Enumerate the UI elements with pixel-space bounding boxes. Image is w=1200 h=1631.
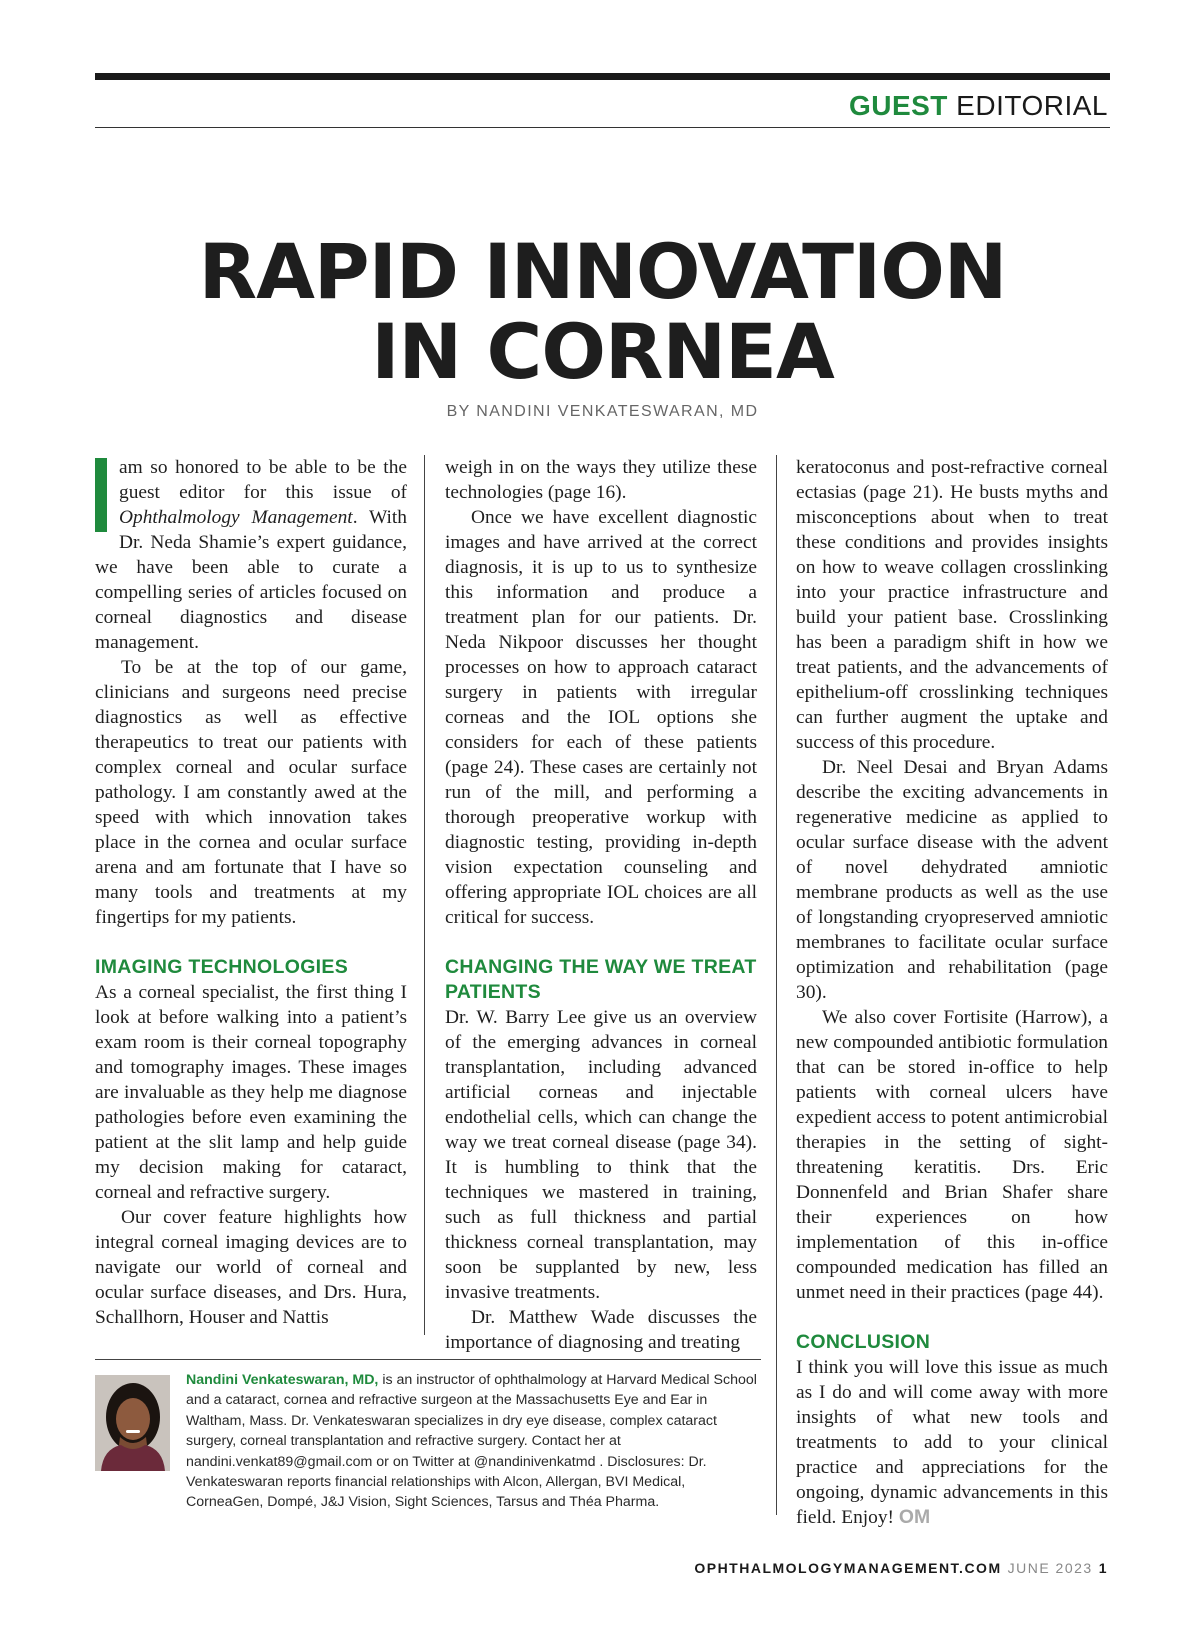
paragraph: weigh in on the ways they utilize these technologies (page 16).: [445, 457, 757, 503]
column-divider: [776, 455, 777, 1515]
paragraph: Once we have excellent diagnostic images and have arrived at the correct diagnosis, it is up to us to synthesize this information and produce a treatment plan for our patients. Dr. Neda Nikpoor discusses her thought processes on how to approach cataract surgery in patients with irregular corneas and the IOL options she considers for each of these patients (page 24). These cases are certainly not run of the mill, and performing a thorough preoperative workup with diagnostic testing, providing in-depth vision expectation counseling and offering appropriate IOL choices are all critical for success.: [445, 507, 757, 928]
footer-site: OPHTHALMOLOGYMANAGEMENT.COM: [694, 1560, 1002, 1576]
column-divider: [424, 455, 425, 1335]
column-1: [95, 455, 407, 1330]
subhead-imaging-technologies: IMAGING TECHNOLOGIES: [95, 956, 349, 978]
paragraph: Dr. Neel Desai and Bryan Adams describe the exciting advancements in regenerative medicine as applied to ocular surface disease with the advent of novel dehydrated amniotic membrane products as well as the use of longstanding cryopreserved amniotic membranes to facilitate ocular surface optimization and rehabilitation (page 30).: [796, 757, 1108, 1003]
subhead-changing-the-way: CHANGING THE WAY WE TREAT PATIENTS: [445, 956, 757, 1003]
byline: BY NANDINI VENKATESWARAN, MD: [446, 403, 759, 420]
title-line-2: IN CORNEA: [371, 307, 834, 396]
paragraph: To be at the top of our game, clinicians and surgeons need precise diagnostics as well as effective therapeutics to treat our patients with complex corneal and ocular surface pathology. I am constantly awed at the speed with which innovation takes place in the cornea and ocular surface arena and am fortunate that I have so many tools and treatments at my fingertips for my patients.: [95, 657, 407, 928]
page-footer: [694, 1560, 1108, 1576]
section-label-accent: GUEST: [848, 90, 948, 121]
column-3: [796, 455, 1108, 1530]
author-name: Nandini Venkateswaran, MD,: [186, 1372, 379, 1388]
author-photo: [95, 1375, 170, 1471]
paragraph-text: am so honored to be able to be the guest editor for this issue of: [119, 457, 407, 503]
paragraph: As a corneal specialist, the first thing I look at before walking into a patient’s exam room is their corneal topography and tomography images. These images are invaluable as they help me diagnose pathologies before even examining the patient at the slit lamp and help guide my decision making for cataract, corneal and refractive surgery.: [95, 982, 407, 1203]
top-rule: [95, 73, 1110, 80]
paragraph-text: . With Dr. Neda Shamie’s expert guidance, we have been able to curate a compelling series of articles focused on corneal diagnostics and disease management.: [95, 507, 407, 653]
drop-cap-bar: [95, 458, 107, 532]
paragraph-text: I think you will love this issue as much as I do and will come away with more insights of what new tools and treatments to add to your clinical practice and appreciations for the ongoing, dynamic advancements in this field. Enjoy!: [796, 1357, 1108, 1528]
author-portrait-image: [95, 1375, 170, 1471]
article-title: [95, 227, 1110, 396]
author-bio-text: is an instructor of ophthalmology at Harvard Medical School and a cataract, cornea and refractive surgeon at the Massachusetts Eye and Ear in Waltham, Mass. Dr. Venkateswaran specializes in dry eye disease, complex cataract surgery, corneal transplantation and refractive surgery. Contact her at nandini.venkat89@gmail.com or on Twitter at @nandinivenkatmd . Disclosures: Dr. Venkateswaran reports financial relationships with Alcon, Allergan, BVI Medical, CorneaGen, Dompé, J&J Vision, Sight Sciences, Tarsus and Théa Pharma.: [186, 1372, 757, 1511]
paragraph: We also cover Fortisite (Harrow), a new compounded antibiotic formulation that can be stored in-office to help patients with corneal ulcers have expedient access to potent antimicrobial therapies in the setting of sight-threatening keratitis. Drs. Eric Donnenfeld and Brian Shafer share their experiences on how implementation of this in-office compounded medication has filled an unmet need in their practices (page 44).: [796, 1007, 1108, 1303]
publication-name: Ophthalmology Management: [119, 507, 353, 528]
paragraph: Our cover feature highlights how integral corneal imaging devices are to navigate our world of corneal and ocular surface diseases, and Drs. Hura, Schallhorn, Houser and Nattis: [95, 1207, 407, 1328]
page-number: 1: [1098, 1560, 1108, 1576]
author-bio: [186, 1370, 761, 1513]
bio-rule: [95, 1359, 761, 1360]
section-label: [849, 90, 1108, 122]
section-label-rest: EDITORIAL: [947, 90, 1108, 121]
title-line-1: RAPID INNOVATION: [198, 227, 1007, 316]
paragraph: [95, 455, 407, 655]
paragraph: keratoconus and post-refractive corneal ectasias (page 21). He busts myths and misconceptions about when to treat these conditions and provides insights on how to weave collagen crosslinking into your practice infrastructure and build your patient base. Crosslinking has been a paradigm shift in how we treat patients, and the advancements of epithelium-off crosslinking techniques can further augment the uptake and success of this procedure.: [796, 457, 1108, 753]
paragraph: Dr. W. Barry Lee give us an overview of the emerging advances in corneal transplantation, including advanced artificial corneas and injectable endothelial cells, which can change the way we treat corneal disease (page 34). It is humbling to think that the techniques we mastered in training, such as full thickness and partial thickness corneal transplantation, may soon be supplanted by new, less invasive treatments.: [445, 1007, 757, 1303]
header-rule: [95, 127, 1110, 128]
paragraph: [796, 1355, 1108, 1530]
end-mark: OM: [898, 1506, 931, 1528]
footer-date: JUNE 2023: [1007, 1560, 1093, 1576]
paragraph: Dr. Matthew Wade discusses the importance of diagnosing and treating: [445, 1307, 757, 1353]
subhead-conclusion: CONCLUSION: [796, 1331, 931, 1353]
column-2: [445, 455, 757, 1355]
